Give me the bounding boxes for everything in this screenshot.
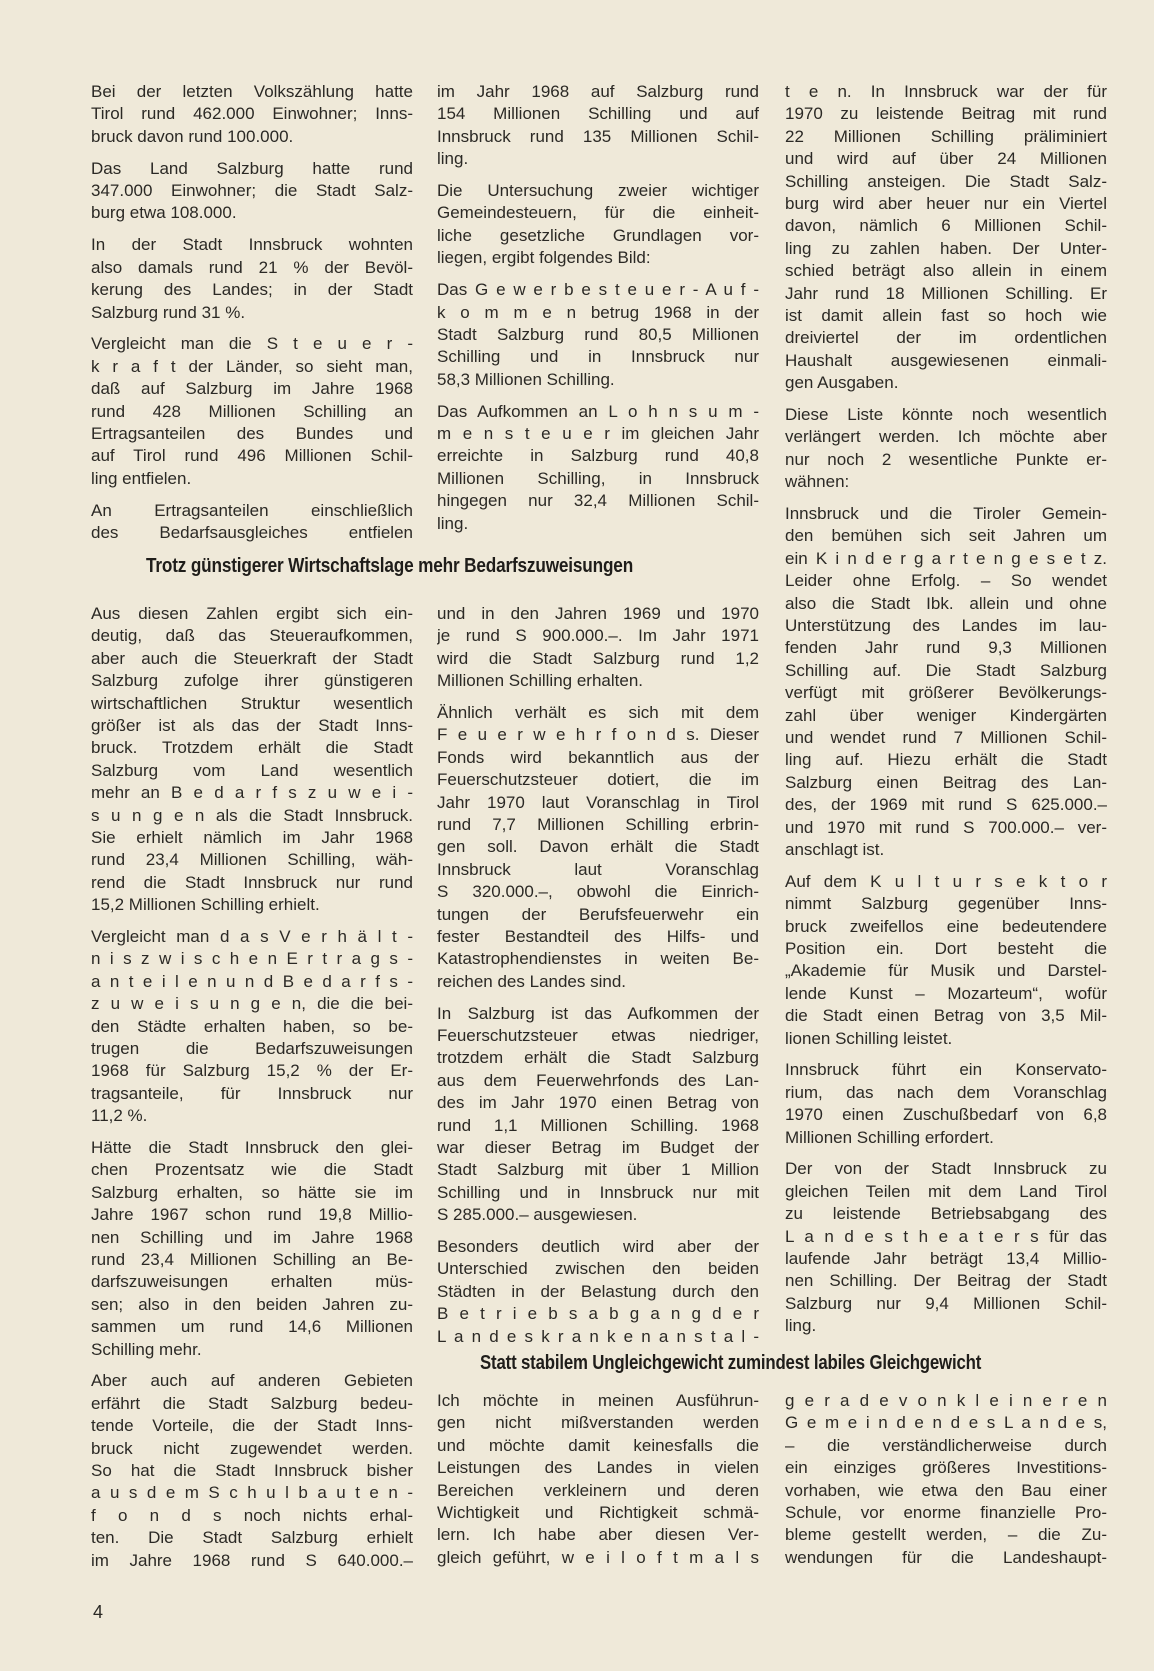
text-line: wähnen: xyxy=(785,472,850,492)
text-line: – die verständlicherweise durch xyxy=(785,1435,1107,1455)
text-line: den Städte erhalten haben, so be- xyxy=(91,1016,413,1036)
text-line: und in den Jahren 1969 und 1970 xyxy=(437,604,759,623)
paragraph xyxy=(91,500,413,545)
paragraph xyxy=(91,81,413,148)
text-line: ling zu zahlen haben. Der Unter- xyxy=(785,238,1107,258)
text-line: nur noch 2 wesentliche Punkte er- xyxy=(785,449,1107,469)
text-line: den bemühen sich seit Jahren um xyxy=(785,526,1107,546)
column-3-bottom-text xyxy=(785,1390,1107,1569)
text-line: Aus diesen Zahlen ergibt sich ein- xyxy=(91,604,413,623)
text-line: war dieser Betrag im Budget der xyxy=(437,1137,759,1157)
text-line: Leistungen des Landes in vielen xyxy=(437,1458,759,1478)
text-line: im Jahre 1968 rund S 640.000.– xyxy=(91,1550,413,1570)
text-line: Salzburg erhalten, so hätte sie im xyxy=(91,1182,413,1202)
text-line: Ähnlich verhält es sich mit dem xyxy=(437,703,759,723)
text-line: Bereichen verkleinern und deren xyxy=(437,1480,759,1500)
text-line: burg wird aber heuer nur ein Viertel xyxy=(785,193,1107,213)
text-line: und wird auf über 24 Millionen xyxy=(785,149,1107,169)
text-line: ein K i n d e r g a r t e n g e s e t z. xyxy=(785,548,1107,568)
text-line: chen Prozentsatz wie die Stadt xyxy=(91,1160,413,1180)
text-line: kerung des Landes; in der Stadt xyxy=(91,280,413,300)
text-line: erreichte in Salzburg rund 40,8 xyxy=(437,446,759,466)
paragraph xyxy=(437,1390,759,1569)
text-line: k o m m e n betrug 1968 in der xyxy=(437,302,759,322)
page-number: 4 xyxy=(93,1602,104,1622)
text-line: im Jahr 1968 auf Salzburg rund xyxy=(437,82,759,101)
text-line: 22 Millionen Schilling präliminiert xyxy=(785,126,1107,146)
text-line: So hat die Stadt Innsbruck bisher xyxy=(91,1460,413,1480)
text-line: tungen der Berufsfeuerwehr ein xyxy=(437,904,759,924)
paragraph xyxy=(437,81,759,171)
text-line: Position ein. Dort besteht die xyxy=(785,938,1107,958)
paragraph xyxy=(785,81,1107,394)
text-line: fenden Jahr rund 9,3 Millionen xyxy=(785,638,1107,658)
text-line: Das Aufkommen an L o h n s u m - xyxy=(437,401,759,421)
text-line: gleich geführt, w e i l o f t m a l s xyxy=(437,1547,759,1567)
text-line: nen Schilling. Der Beitrag der Stadt xyxy=(785,1271,1107,1291)
text-line: erfährt die Stadt Salzburg bedeu- xyxy=(91,1393,413,1413)
text-line: und 1970 mit rund S 700.000.– ver- xyxy=(785,817,1107,837)
paragraph xyxy=(437,180,759,270)
text-line: 1968 für Salzburg 15,2 % der Er- xyxy=(91,1061,413,1081)
text-line: zu leistende Betriebsabgang des xyxy=(785,1204,1107,1224)
text-line: lende Kunst – Mozarteum“, wofür xyxy=(785,983,1107,1003)
column-1-upper-text xyxy=(91,81,413,544)
text-line: Fonds wird bekanntlich aus der xyxy=(437,747,759,767)
text-line: fester Bestandteil des Hilfs- und xyxy=(437,926,759,946)
text-line: Salzburg nur 9,4 Millionen Schil- xyxy=(785,1293,1107,1313)
text-line: Tirol rund 462.000 Einwohner; Inns- xyxy=(91,104,413,124)
paragraph xyxy=(785,1059,1107,1149)
text-line: Feuerschutzsteuer etwas niedriger, xyxy=(437,1026,759,1046)
text-line: 1970 zu leistende Beitrag mit rund xyxy=(785,104,1107,124)
text-line: Besonders deutlich wird aber der xyxy=(437,1237,759,1257)
column-1-lower-text xyxy=(91,603,413,1572)
text-line: Das Land Salzburg hatte rund xyxy=(91,158,413,178)
text-line: tragsanteile, für Innsbruck nur xyxy=(91,1083,413,1103)
text-line: 154 Millionen Schilling und auf xyxy=(437,104,759,124)
text-line: Millionen Schilling erhalten. xyxy=(437,671,644,691)
text-line: Innsbruck laut Voranschlag xyxy=(437,859,759,879)
text-line: ist damit allein fast so hoch wie xyxy=(785,305,1107,325)
text-line: Stadt Salzburg rund 80,5 Millionen xyxy=(437,324,759,344)
text-line: gen nicht mißverstanden werden xyxy=(437,1413,759,1433)
paragraph xyxy=(91,158,413,225)
text-line: wird die Stadt Salzburg rund 1,2 xyxy=(437,648,759,668)
text-line: Unterstützung des Landes im lau- xyxy=(785,615,1107,635)
text-line: Sie erhielt nämlich im Jahr 1968 xyxy=(91,827,413,847)
text-line: bruck zweifellos eine bedeutendere xyxy=(785,916,1107,936)
text-line: rund 428 Millionen Schilling an xyxy=(91,401,413,421)
text-line: Schilling auf. Die Stadt Salzburg xyxy=(785,660,1107,680)
text-line: die Stadt einen Betrag von 3,5 Mil- xyxy=(785,1006,1107,1026)
text-line: ling. xyxy=(437,149,469,169)
text-line: m e n s t e u e r im gleichen Jahr xyxy=(437,423,759,443)
text-line: daß auf Salzburg im Jahre 1968 xyxy=(91,379,413,399)
text-line: rund 7,7 Millionen Schilling erbrin- xyxy=(437,815,759,835)
text-line: k r a f t der Länder, so sieht man, xyxy=(91,356,413,376)
paragraph xyxy=(785,1390,1107,1569)
text-line: ten. Die Stadt Salzburg erhielt xyxy=(91,1528,413,1548)
column-2-middle-text xyxy=(437,603,759,1348)
paragraph xyxy=(437,1003,759,1227)
text-line: Jahr rund 18 Millionen Schilling. Er xyxy=(785,283,1107,303)
text-line: L a n d e s t h e a t e r s für das xyxy=(785,1226,1107,1246)
text-line: vorhaben, wie etwa den Bau einer xyxy=(785,1480,1107,1500)
text-line: 1970 einen Zuschußbedarf von 6,8 xyxy=(785,1105,1107,1125)
text-line: n i s z w i s c h e n E r t r a g s - xyxy=(91,949,413,969)
text-line: Ich möchte in meinen Ausführun- xyxy=(437,1391,759,1410)
text-line: je rund S 900.000.–. Im Jahr 1971 xyxy=(437,626,759,646)
text-line: Schilling und in Innsbruck nur xyxy=(437,347,759,367)
text-line: ling entfielen. xyxy=(91,468,192,488)
text-line: Vergleicht man d a s V e r h ä l t - xyxy=(91,926,413,946)
text-line: G e m e i n d e n d e s L a n d e s, xyxy=(785,1413,1107,1433)
text-line: trugen die Bedarfszuweisungen xyxy=(91,1038,413,1058)
text-line: mehr an B e d a r f s z u w e i - xyxy=(91,783,413,803)
text-line: Städten in der Belastung durch den xyxy=(437,1281,759,1301)
text-line: Innsbruck und die Tiroler Gemein- xyxy=(785,504,1107,524)
text-line: Das G e w e r b e s t e u e r - A u f - xyxy=(437,280,759,300)
text-line: Jahr 1970 laut Voranschlag in Tirol xyxy=(437,792,759,812)
column-2-upper-text xyxy=(437,81,759,535)
text-line: reichen des Landes sind. xyxy=(437,971,627,991)
text-line: schied beträgt also allein in einem xyxy=(785,261,1107,281)
text-line: bruck davon rund 100.000. xyxy=(91,126,294,146)
text-line: Innsbruck rund 135 Millionen Schil- xyxy=(437,126,759,146)
text-line: bruck. Trotzdem erhält die Stadt xyxy=(91,738,413,758)
text-line: rund 23,4 Millionen Schilling an Be- xyxy=(91,1249,413,1269)
text-line: ling. xyxy=(785,1316,817,1336)
text-line: S 285.000.– ausgewiesen. xyxy=(437,1205,638,1225)
paragraph xyxy=(91,926,413,1128)
text-line: also damals rund 21 % der Bevöl- xyxy=(91,257,413,277)
text-line: g e r a d e v o n k l e i n e r e n xyxy=(785,1391,1107,1410)
text-line: In der Stadt Innsbruck wohnten xyxy=(91,235,413,255)
paragraph xyxy=(785,1158,1107,1337)
text-line: des Bedarfsausgleiches entfielen xyxy=(91,523,413,543)
text-line: s u n g e n als die Stadt Innsbruck. xyxy=(91,805,413,825)
text-line: Schilling und in Innsbruck nur mit xyxy=(437,1182,759,1202)
text-line: hingegen nur 32,4 Millionen Schil- xyxy=(437,491,759,511)
text-line: ling auf. Hiezu erhält die Stadt xyxy=(785,750,1107,770)
paragraph xyxy=(437,401,759,535)
text-line: anschlagt ist. xyxy=(785,839,885,859)
text-line: bruck nicht zugewendet werden. xyxy=(91,1438,413,1458)
text-line: trotzdem erhält die Stadt Salzburg xyxy=(437,1048,759,1068)
text-line: davon, nämlich 6 Millionen Schil- xyxy=(785,216,1107,236)
text-line: S 320.000.–, obwohl die Einrich- xyxy=(437,882,759,902)
text-line: lern. Ich habe aber diesen Ver- xyxy=(437,1525,759,1545)
text-line: größer ist als das der Stadt Inns- xyxy=(91,715,413,735)
text-line: Unterschied zwischen den beiden xyxy=(437,1259,759,1279)
text-line: Salzburg vom Land wesentlich xyxy=(91,760,413,780)
text-line: f o n d s noch nichts erhal- xyxy=(91,1505,413,1525)
text-line: dreiviertel der im ordentlichen xyxy=(785,328,1107,348)
text-line: Salzburg einen Beitrag des Lan- xyxy=(785,772,1107,792)
text-line: ling. xyxy=(437,513,469,533)
text-line: ein einziges größeres Investitions- xyxy=(785,1458,1107,1478)
text-line: Katastrophendienstes in weiten Be- xyxy=(437,949,759,969)
text-line: An Ertragsanteilen einschließlich xyxy=(91,500,413,520)
text-line: Innsbruck führt ein Konservato- xyxy=(785,1060,1107,1080)
section-heading-wirtschaftslage: Trotz günstigerer Wirtschaftslage mehr Bedarfszuweisungen xyxy=(146,555,634,577)
text-line: aus dem Feuerwehrfonds des Lan- xyxy=(437,1070,759,1090)
text-line: laufende Jahr beträgt 13,4 Millio- xyxy=(785,1249,1107,1269)
text-line: Salzburg rund 31 %. xyxy=(91,302,246,322)
text-line: nimmt Salzburg gegenüber Inns- xyxy=(785,894,1107,914)
text-line: Vergleicht man die S t e u e r - xyxy=(91,334,413,354)
text-line: und möchte damit keinesfalls die xyxy=(437,1435,759,1455)
text-line: 347.000 Einwohner; die Stadt Salz- xyxy=(91,181,413,201)
text-line: Salzburg zufolge ihrer günstigeren xyxy=(91,671,413,691)
text-line: B e t r i e b s a b g a n g d e r xyxy=(437,1304,759,1324)
text-line: Millionen Schilling, in Innsbruck xyxy=(437,468,759,488)
text-line: Bei der letzten Volkszählung hatte xyxy=(91,82,413,101)
paragraph xyxy=(91,603,413,916)
text-line: burg etwa 108.000. xyxy=(91,203,237,223)
text-line: Ertragsanteilen des Bundes und xyxy=(91,423,413,443)
text-line: und wendet rund 7 Millionen Schil- xyxy=(785,727,1107,747)
text-line: des, der 1969 mit rund S 625.000.– xyxy=(785,795,1107,815)
paragraph xyxy=(785,871,1107,1050)
text-line: gen soll. Davon erhält die Stadt xyxy=(437,837,759,857)
paragraph xyxy=(437,279,759,391)
text-line: Schule, vor enorme finanzielle Pro- xyxy=(785,1502,1107,1522)
text-line: verlängert werden. Ich möchte aber xyxy=(785,427,1107,447)
text-line: Millionen Schilling erfordert. xyxy=(785,1127,994,1147)
paragraph xyxy=(91,333,413,490)
paragraph xyxy=(91,234,413,324)
text-line: Feuerschutzsteuer dotiert, die im xyxy=(437,770,759,790)
text-line: auf Tirol rund 496 Millionen Schil- xyxy=(91,446,413,466)
column-3-text xyxy=(785,81,1107,1338)
text-line: rium, das nach dem Voranschlag xyxy=(785,1082,1107,1102)
text-line: „Akademie für Musik und Darstel- xyxy=(785,961,1107,981)
text-line: Diese Liste könnte noch wesentlich xyxy=(785,404,1107,424)
text-line: rund 1,1 Millionen Schilling. 1968 xyxy=(437,1115,759,1135)
text-line: Leider ohne Erfolg. – So wendet xyxy=(785,571,1107,591)
section-heading-gleichgewicht: Statt stabilem Ungleichgewicht zumindest labiles Gleichgewicht xyxy=(480,1352,982,1374)
text-line: aber auch die Steuerkraft der Stadt xyxy=(91,648,413,668)
text-line: In Salzburg ist das Aufkommen der xyxy=(437,1003,759,1023)
text-line: verfügt mit größerer Bevölkerungs- xyxy=(785,683,1107,703)
text-line: lionen Schilling leistet. xyxy=(785,1028,953,1048)
text-line: wirtschaftlichen Struktur wesentlich xyxy=(91,693,413,713)
paragraph xyxy=(437,1236,759,1348)
text-line: bleme gestellt werden, – die Zu- xyxy=(785,1525,1107,1545)
text-line: t e n. In Innsbruck war der für xyxy=(785,82,1107,101)
text-line: a n t e i l e n u n d B e d a r f s - xyxy=(91,971,413,991)
paragraph xyxy=(785,503,1107,861)
text-line: 15,2 Millionen Schilling erhielt. xyxy=(91,895,320,915)
text-line: Hätte die Stadt Innsbruck den glei- xyxy=(91,1137,413,1157)
text-line: Die Untersuchung zweier wichtiger xyxy=(437,181,759,201)
text-line: gleichen Teilen mit dem Land Tirol xyxy=(785,1181,1107,1201)
text-line: deutig, daß das Steueraufkommen, xyxy=(91,626,413,646)
text-line: darfszuweisungen erhalten müs- xyxy=(91,1272,413,1292)
text-line: sammen um rund 14,6 Millionen xyxy=(91,1317,413,1337)
paragraph xyxy=(91,1370,413,1572)
text-line: rend die Stadt Innsbruck nur rund xyxy=(91,872,413,892)
text-line: Schilling mehr. xyxy=(91,1339,202,1359)
text-line: Wichtigkeit und Richtigkeit schmä- xyxy=(437,1502,759,1522)
text-line: Haushalt ausgewiesenen einmali- xyxy=(785,350,1107,370)
text-line: nen Schilling und im Jahre 1968 xyxy=(91,1227,413,1247)
text-line: Der von der Stadt Innsbruck zu xyxy=(785,1159,1107,1179)
text-line: Stadt Salzburg mit über 1 Million xyxy=(437,1160,759,1180)
paragraph xyxy=(785,404,1107,494)
text-line: Auf dem K u l t u r s e k t o r xyxy=(785,871,1107,891)
text-line: Jahre 1967 schon rund 19,8 Millio- xyxy=(91,1205,413,1225)
text-line: Aber auch auf anderen Gebieten xyxy=(91,1371,413,1391)
text-line: Gemeindesteuern, für die einheit- xyxy=(437,203,759,223)
text-line: Schilling ansteigen. Die Stadt Salz- xyxy=(785,171,1107,191)
text-line: wendungen für die Landeshaupt- xyxy=(785,1547,1107,1567)
text-line: sen; also in den beiden Jahren zu- xyxy=(91,1294,413,1314)
text-line: a u s d e m S c h u l b a u t e n - xyxy=(91,1483,413,1503)
text-line: rund 23,4 Millionen Schilling, wäh- xyxy=(91,850,413,870)
text-line: 58,3 Millionen Schilling. xyxy=(437,369,615,389)
text-line: also die Stadt Ibk. allein und ohne xyxy=(785,593,1107,613)
text-line: F e u e r w e h r f o n d s. Dieser xyxy=(437,725,759,745)
text-line: z u w e i s u n g e n, die die bei- xyxy=(91,994,413,1014)
column-2-bottom-text xyxy=(437,1390,759,1569)
text-line: liche gesetzliche Grundlagen vor- xyxy=(437,225,759,245)
paragraph xyxy=(91,1137,413,1361)
text-line: tende Vorteile, die der Stadt Inns- xyxy=(91,1416,413,1436)
text-line: zahl über weniger Kindergärten xyxy=(785,705,1107,725)
text-line: 11,2 %. xyxy=(91,1106,148,1126)
text-line: L a n d e s k r a n k e n a n s t a l - xyxy=(437,1326,759,1346)
text-line: gen Ausgaben. xyxy=(785,373,899,393)
paragraph xyxy=(437,603,759,693)
paragraph xyxy=(437,702,759,993)
text-line: des im Jahr 1970 einen Betrag von xyxy=(437,1093,759,1113)
text-line: liegen, ergibt folgendes Bild: xyxy=(437,248,651,268)
